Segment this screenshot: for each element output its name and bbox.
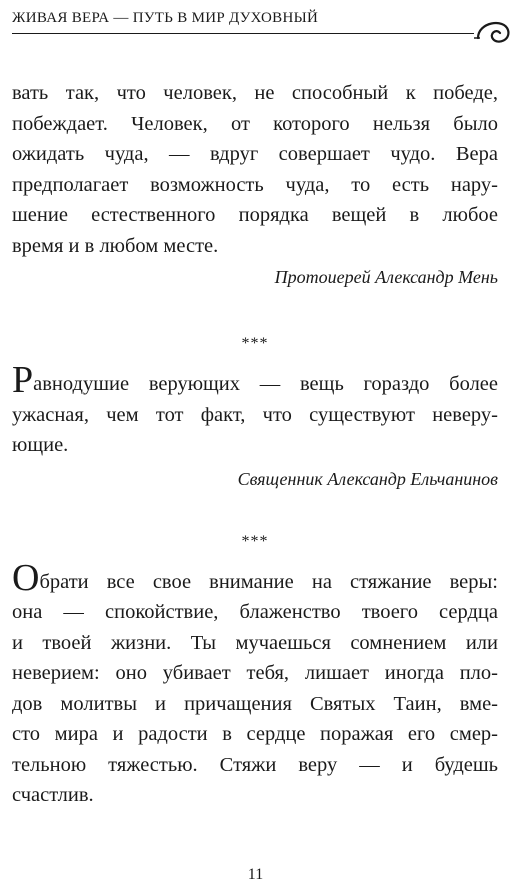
running-header-title: ЖИВАЯ ВЕРА — ПУТЬ В МИР ДУХОВНЫЙ <box>12 10 319 26</box>
text-line: тельною тяжестью. Стяжи веру — и будешь <box>12 753 498 776</box>
text-line <box>12 359 498 401</box>
page-number: 11 <box>247 866 264 883</box>
page-body <box>12 78 498 811</box>
text-line: вать так, что человек, не способный к победе, <box>12 82 498 104</box>
header-rule <box>12 33 474 34</box>
section-divider: *** <box>241 532 269 550</box>
text-line: ющие. <box>12 434 69 456</box>
text-line: она — спокойствие, блаженство твоего сердца <box>12 601 498 623</box>
text-line: счастлив. <box>12 784 94 806</box>
drop-cap: О <box>12 556 40 599</box>
quote-author: Протоиерей Александр Мень <box>274 267 498 287</box>
text-line: неверием: оно убивает тебя, лишает иногда пло- <box>12 662 498 684</box>
text-line: сто мира и радости в сердце поражая его смер- <box>12 723 498 745</box>
text-line-rest: брати все свое внимание на стяжание веры: <box>39 570 498 593</box>
text-line: шение естественного порядка вещей в любое <box>12 204 498 226</box>
text-line: предполагает возможность чуда, то есть нару- <box>12 173 498 196</box>
text-line: дов молитвы и причащения Святых Таин, вме- <box>12 692 498 715</box>
spiral-ornament-icon <box>474 12 511 52</box>
quote-elchaninov <box>12 359 498 493</box>
section-divider: *** <box>241 335 269 352</box>
drop-cap: Р <box>12 359 34 401</box>
running-header <box>12 8 474 36</box>
text-line: ужасная, чем тот факт, что существуют неверу- <box>12 403 498 426</box>
quote-author: Священник Александр Ельчанинов <box>237 468 498 489</box>
text-line <box>12 556 498 599</box>
text-line: побеждает. Человек, от которого нельзя было <box>12 112 498 135</box>
text-line: время и в любом месте. <box>12 234 219 257</box>
quote-men <box>12 78 498 291</box>
text-line-rest: авнодушие верующих — вещь гораздо более <box>33 373 498 395</box>
text-line: ожидать чуда, — вдруг совершает чудо. Вера <box>12 143 498 165</box>
text-line: и твоей жизни. Ты мучаешься сомнением или <box>12 631 498 654</box>
quote-faith <box>12 556 498 811</box>
